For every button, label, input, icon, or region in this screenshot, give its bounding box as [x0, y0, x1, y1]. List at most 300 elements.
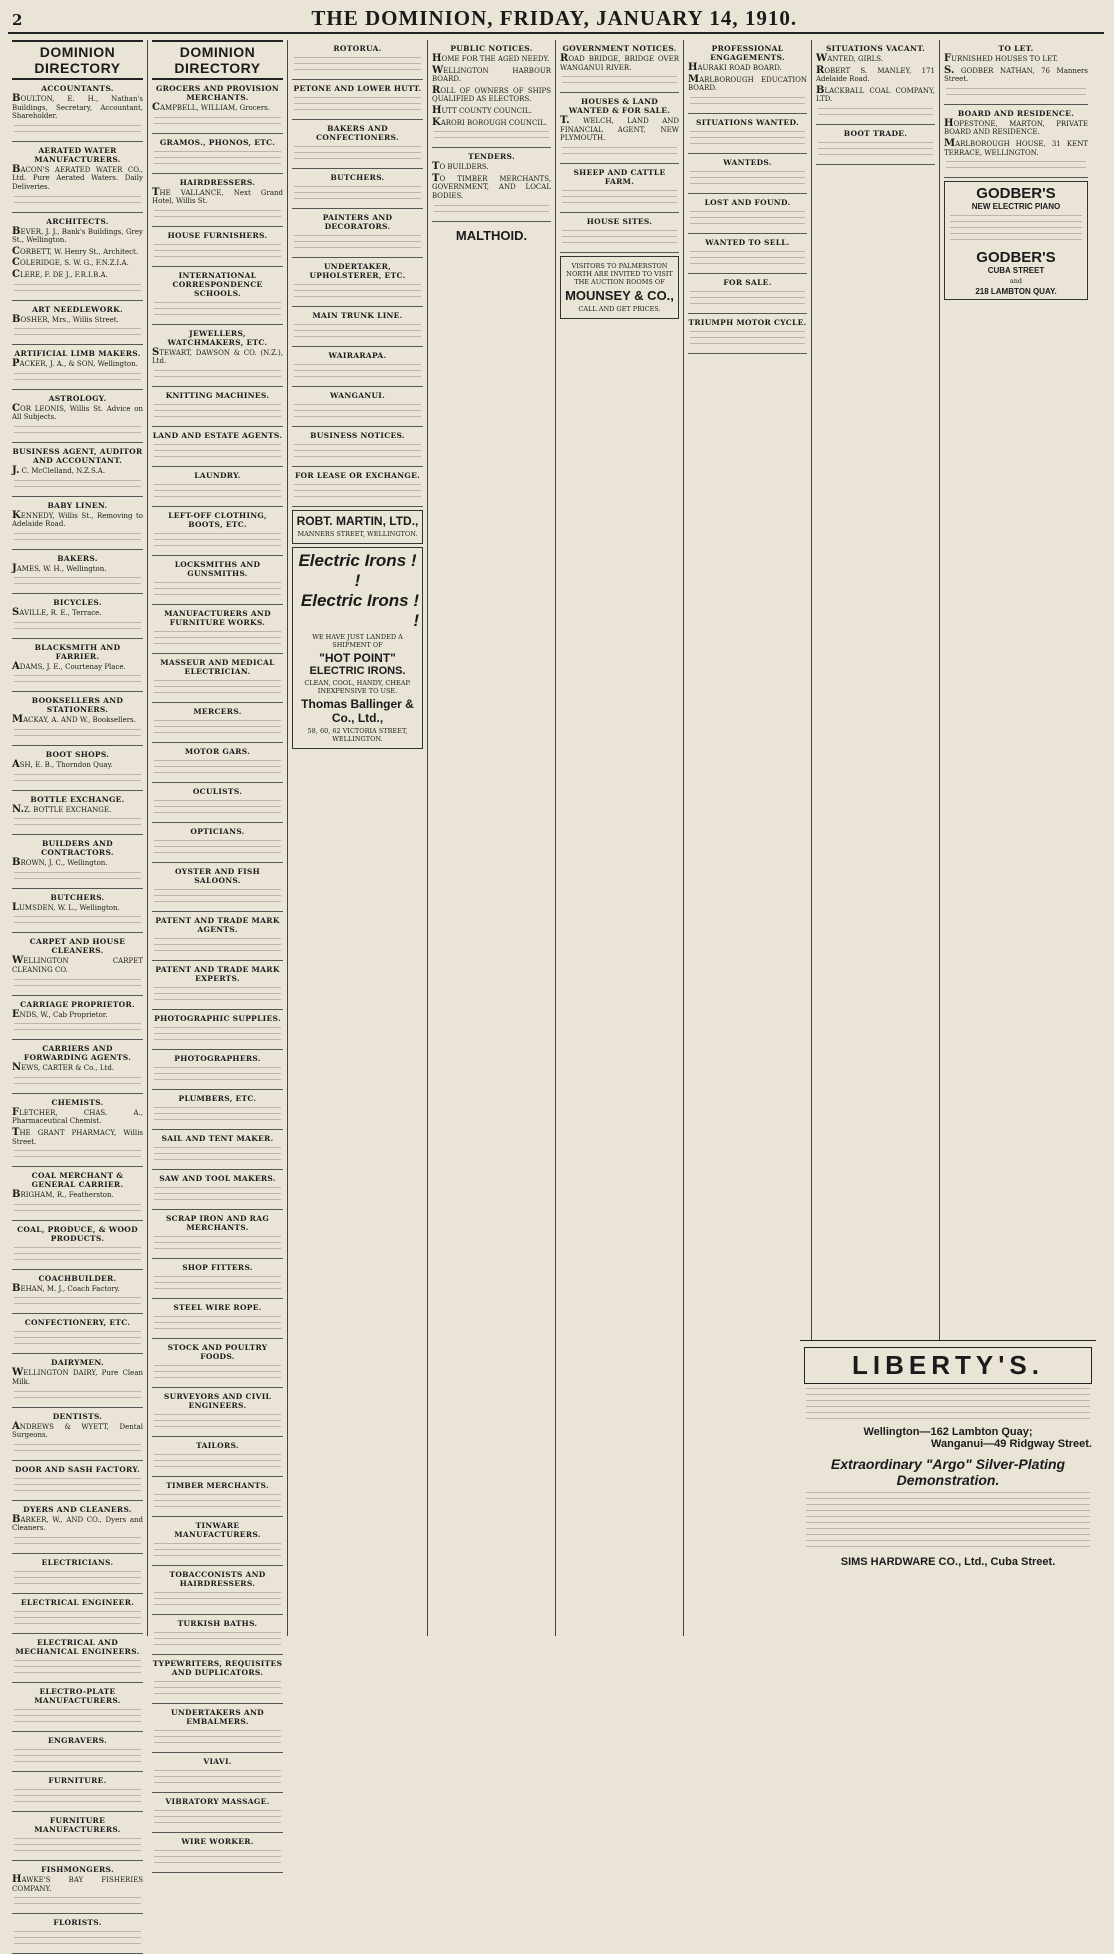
section-header: COAL, PRODUCE, & WOOD PRODUCTS. — [17, 1224, 138, 1243]
section-rule — [152, 173, 283, 174]
section-header: WANTED TO SELL. — [705, 237, 790, 247]
section-rule — [152, 742, 283, 743]
entry-text — [14, 1931, 141, 1949]
section-rule — [152, 1338, 283, 1339]
section-rule — [152, 1436, 283, 1437]
entry-text — [14, 1749, 141, 1767]
entry-text — [14, 818, 141, 830]
section-header: DENTISTS. — [52, 1411, 103, 1421]
section-header: TENDERS. — [468, 152, 515, 162]
section-header: ASTROLOGY. — [48, 393, 107, 403]
liberty-text — [806, 1388, 1090, 1422]
section-rule — [292, 346, 423, 347]
directory-entry: WELLINGTON CARPET CLEANING CO. — [12, 955, 143, 975]
entry-text — [14, 533, 141, 545]
section-header: PATENT AND TRADE MARK AGENTS. — [155, 915, 280, 934]
section-header: SURVEYORS AND CIVIL ENGINEERS. — [163, 1391, 272, 1410]
section-header: BLACKSMITH AND FARRIER. — [34, 642, 121, 661]
professional-list — [688, 44, 807, 354]
section-header: ELECTRO-PLATE MANUFACTURERS. — [34, 1686, 121, 1705]
section-rule — [560, 163, 679, 164]
entry-text — [154, 889, 281, 907]
section-header: STOCK AND POULTRY FOODS. — [167, 1342, 268, 1361]
mounsey-intro: VISITORS TO PALMERSTON NORTH ARE INVITED TO VISIT THE AUCTION ROOMS OF — [566, 261, 673, 286]
directory-list — [12, 84, 143, 1954]
section-rule — [12, 932, 143, 933]
directory-entry: HAWKE'S BAY FISHERIES COMPANY. — [12, 1873, 143, 1893]
section-rule — [152, 702, 283, 703]
entry-text — [14, 675, 141, 687]
column-business — [288, 40, 428, 1636]
section-rule — [292, 79, 423, 80]
entry-text — [294, 97, 421, 115]
entry-text — [14, 577, 141, 589]
notices-list — [432, 44, 551, 222]
section-header: LEFT-OFF CLOTHING, BOOTS, ETC. — [168, 510, 267, 529]
newspaper-title: THE DOMINION, FRIDAY, JANUARY 14, 1910. — [311, 6, 798, 30]
section-rule — [152, 506, 283, 507]
entry-text — [690, 97, 805, 109]
section-rule — [432, 147, 551, 148]
section-header: MANUFACTURERS AND FURNITURE WORKS. — [164, 608, 271, 627]
irons-subtitle: ELECTRIC IRONS. — [309, 665, 406, 677]
directory-entry: NEWS, CARTER & Co., Ltd. — [12, 1062, 115, 1074]
section-header: ELECTRICAL ENGINEER. — [20, 1597, 135, 1607]
section-rule — [152, 1129, 283, 1130]
section-header: HOUSES & LAND WANTED & FOR SALE. — [568, 97, 671, 116]
section-rule — [152, 960, 283, 961]
section-header: PATENT AND TRADE MARK EXPERTS. — [155, 964, 280, 983]
directory-entry: WELLINGTON DAIRY, Pure Clean Milk. — [12, 1367, 143, 1386]
entry-text — [14, 774, 141, 786]
entry-text — [14, 1023, 141, 1035]
section-header: TIMBER MERCHANTS. — [166, 1480, 269, 1490]
entry-text — [154, 720, 281, 738]
entry-text — [14, 1838, 141, 1856]
section-rule — [12, 1771, 143, 1772]
section-header: LOST AND FOUND. — [704, 197, 791, 207]
directory-entry: WELLINGTON HARBOUR BOARD. — [432, 64, 551, 84]
section-rule — [292, 386, 423, 387]
godber-text — [950, 215, 1082, 245]
section-rule — [816, 124, 935, 125]
section-rule — [292, 257, 423, 258]
section-header: STEEL WIRE ROPE. — [173, 1302, 262, 1312]
entry-text — [154, 1454, 281, 1472]
directory-entry: TO BUILDERS. — [432, 161, 489, 173]
section-header: KNITTING MACHINES. — [165, 390, 270, 400]
section-rule — [12, 1166, 143, 1167]
section-rule — [688, 193, 807, 194]
section-rule — [12, 1553, 143, 1554]
irons-address: 58, 60, 62 VICTORIA STREET, WELLINGTON. — [307, 727, 408, 743]
directory-entry: BEVER, J. J., Bank's Buildings, Grey St., Wellington. — [12, 225, 143, 245]
section-rule — [292, 466, 423, 467]
section-header: ELECTRICIANS. — [41, 1557, 114, 1567]
entry-text — [14, 1897, 141, 1909]
entry-text — [562, 230, 677, 248]
directory-entry: SAVILLE, R. E., Terrace. — [12, 607, 102, 619]
directory-entry: S. GODBER NATHAN, 76 Manners Street. — [944, 64, 1088, 84]
entry-text — [14, 1247, 141, 1265]
entry-text — [154, 800, 281, 818]
section-header: DOOR AND SASH FACTORY. — [15, 1464, 140, 1474]
directory-entry: FURNISHED HOUSES TO LET. — [944, 53, 1058, 64]
section-header: MOTOR GARS. — [184, 746, 251, 756]
section-rule — [292, 426, 423, 427]
liberty-wellington: Wellington—162 Lambton Quay; — [863, 1426, 1033, 1438]
section-rule — [12, 1500, 143, 1501]
section-header: COACHBUILDER. — [38, 1273, 117, 1283]
entry-text — [14, 196, 141, 208]
entry-text — [14, 1150, 141, 1162]
column-directory-2 — [148, 40, 288, 1846]
section-header: SHOP FITTERS. — [182, 1262, 253, 1272]
entry-text — [154, 840, 281, 858]
section-header: BOTTLE EXCHANGE. — [30, 794, 125, 804]
irons-tagline: CLEAN, COOL, HANDY, CHEAP. INEXPENSIVE TO USE. — [304, 679, 411, 695]
section-rule — [12, 1913, 143, 1914]
section-rule — [152, 653, 283, 654]
godber-piano: NEW ELECTRIC PIANO — [971, 202, 1061, 212]
mounsey-call: CALL AND GET PRICES. — [578, 304, 661, 313]
section-rule — [688, 153, 807, 154]
section-rule — [152, 426, 283, 427]
section-rule — [12, 212, 143, 213]
to-let-list — [944, 44, 1088, 178]
section-rule — [12, 790, 143, 791]
section-rule — [152, 266, 283, 267]
section-rule — [12, 389, 143, 390]
section-rule — [152, 226, 283, 227]
directory-entry: JAMES, W. H., Wellington. — [12, 562, 107, 574]
section-header: TOBACCONISTS AND HAIRDRESSERS. — [169, 1569, 266, 1588]
entry-text — [154, 1681, 281, 1699]
section-header: HOUSE SITES. — [586, 216, 653, 226]
section-rule — [152, 604, 283, 605]
section-header: TINWARE MANUFACTURERS. — [174, 1520, 261, 1539]
entry-text — [14, 1391, 141, 1403]
directory-entry: STEWART, DAWSON & CO. (N.Z.), Ltd. — [152, 346, 283, 366]
irons-product: "HOT POINT" — [319, 651, 396, 665]
section-header: INTERNATIONAL CORRESPONDENCE SCHOOLS. — [172, 270, 263, 298]
directory-entry: J. C. McClelland, N.Z.S.A. — [12, 464, 106, 476]
section-header: WIRE WORKER. — [181, 1836, 254, 1846]
section-header: TYPEWRITERS, REQUISITES AND DUPLICATORS. — [152, 1658, 283, 1677]
section-header: GOVERNMENT NOTICES. — [562, 44, 677, 53]
godber-name: GODBER'S — [976, 185, 1056, 203]
directory-entry: LUMSDEN, W. L., Wellington. — [12, 901, 120, 913]
entry-text — [946, 88, 1086, 100]
section-rule — [152, 1516, 283, 1517]
directory-entry: BACON'S AERATED WATER CO., Ltd. Pure Aerated Waters. Daily Deliveries. — [12, 163, 143, 191]
entry-text — [294, 57, 421, 75]
entry-text — [154, 987, 281, 1005]
godber-advert — [944, 181, 1088, 300]
section-header: TRIUMPH MOTOR CYCLE. — [688, 317, 807, 327]
malthoid-advert: MALTHOID. — [455, 227, 528, 243]
section-header: SAIL AND TENT MAKER. — [161, 1133, 274, 1143]
entry-text — [14, 1331, 141, 1349]
section-header: BAKERS AND CONFECTIONERS. — [316, 124, 399, 142]
argo-headline: Extraordinary "Argo" Silver-Plating — [830, 1456, 1066, 1472]
liberty-advert — [800, 1340, 1096, 1636]
section-rule — [152, 555, 283, 556]
section-header: PUBLIC NOTICES. — [450, 44, 533, 53]
directory-entry: N.Z. BOTTLE EXCHANGE. — [12, 803, 112, 815]
section-rule — [12, 1220, 143, 1221]
section-header: GRAMOS., PHONOS, ETC. — [159, 137, 276, 147]
entry-text — [434, 131, 549, 143]
section-rule — [12, 1407, 143, 1408]
entry-text — [154, 210, 281, 222]
section-header: BUTCHERS. — [50, 892, 105, 902]
page-number: 2 — [12, 11, 23, 29]
section-header: BOOT TRADE. — [843, 128, 908, 138]
entry-text — [294, 444, 421, 462]
directory-entry: BEHAN, M. J., Coach Factory. — [12, 1282, 120, 1294]
entry-text — [154, 444, 281, 462]
section-rule — [12, 834, 143, 835]
section-rule — [12, 549, 143, 550]
section-header: CONFECTIONERY, ETC. — [24, 1318, 131, 1328]
section-rule — [152, 324, 283, 325]
section-rule — [12, 344, 143, 345]
entry-text — [562, 190, 677, 208]
entry-text — [154, 1147, 281, 1165]
section-rule — [12, 442, 143, 443]
section-rule — [152, 782, 283, 783]
entry-text — [690, 211, 805, 229]
mounsey-advert — [560, 256, 679, 319]
section-header: LAND AND ESTATE AGENTS. — [152, 430, 283, 440]
section-rule — [152, 1049, 283, 1050]
directory-entry: CORBETT, W. Henry St., Architect. — [12, 245, 139, 257]
entry-text — [154, 151, 281, 169]
section-header: COAL MERCHANT & GENERAL CARRIER. — [31, 1171, 124, 1190]
column-government-notices — [556, 40, 684, 1636]
entry-text — [154, 117, 281, 129]
directory-entry: HUTT COUNTY COUNCIL. — [432, 104, 532, 116]
section-header: ARCHITECTS. — [46, 216, 109, 226]
entry-text — [294, 235, 421, 253]
entry-text — [690, 251, 805, 269]
directory-entry: BRIGHAM, R., Featherston. — [12, 1189, 114, 1201]
section-rule — [944, 177, 1088, 178]
business-list — [292, 44, 423, 507]
section-rule — [12, 1460, 143, 1461]
entry-text — [154, 1543, 281, 1561]
entry-text — [154, 1592, 281, 1610]
section-rule — [152, 911, 283, 912]
entry-text — [14, 872, 141, 884]
entry-text — [154, 1107, 281, 1125]
entry-text — [14, 373, 141, 385]
section-rule — [12, 496, 143, 497]
entry-text — [154, 302, 281, 320]
entry-text — [562, 147, 677, 159]
section-header: WANGANUI. — [329, 391, 386, 400]
entry-text — [154, 938, 281, 956]
section-rule — [12, 995, 143, 996]
section-header: SAW AND TOOL MAKERS. — [159, 1173, 276, 1183]
entry-text — [154, 1236, 281, 1254]
section-header: SITUATIONS WANTED. — [696, 117, 799, 127]
entry-text — [690, 291, 805, 309]
section-rule — [12, 1593, 143, 1594]
section-header: PAINTERS AND DECORATORS. — [322, 213, 393, 231]
section-rule — [152, 1752, 283, 1753]
argo-text — [806, 1492, 1090, 1552]
section-header: UNDERTAKER, UPHOLSTERER, ETC. — [309, 262, 406, 280]
entry-text — [434, 205, 549, 217]
directory-entry: ANDREWS & WYETT, Dental Surgeons. — [12, 1420, 143, 1440]
directory-title: DOMINION DIRECTORY — [152, 40, 283, 80]
section-header: FURNITURE MANUFACTURERS. — [34, 1815, 121, 1834]
section-header: SHEEP AND CATTLE FARM. — [573, 167, 666, 186]
section-header: BOOT SHOPS. — [45, 750, 110, 760]
section-rule — [152, 1476, 283, 1477]
entry-text — [154, 1276, 281, 1294]
section-rule — [944, 104, 1088, 105]
section-rule — [152, 1565, 283, 1566]
section-header: BUSINESS NOTICES. — [310, 431, 405, 440]
section-header: MASSEUR AND MEDICAL ELECTRICIAN. — [160, 657, 275, 676]
directory-entry: ASH, E. B., Thorndon Quay. — [12, 759, 113, 771]
entry-text — [14, 979, 141, 991]
section-header: OYSTER AND FISH SALOONS. — [174, 866, 261, 885]
section-rule — [12, 1039, 143, 1040]
entry-text — [14, 1297, 141, 1309]
section-header: BUTCHERS. — [330, 173, 385, 182]
entry-text — [14, 916, 141, 928]
section-rule — [152, 1009, 283, 1010]
section-header: CHEMISTS. — [51, 1097, 104, 1107]
section-header: AERATED WATER MANUFACTURERS. — [34, 145, 121, 164]
section-header: BABY LINEN. — [47, 500, 108, 510]
section-header: BICYCLES. — [53, 598, 102, 608]
section-rule — [292, 306, 423, 307]
section-header: FISHMONGERS. — [41, 1864, 114, 1874]
section-rule — [688, 273, 807, 274]
entry-text — [154, 1067, 281, 1085]
section-rule — [560, 252, 679, 253]
section-header: BUILDERS AND CONTRACTORS. — [41, 839, 114, 858]
section-rule — [152, 1832, 283, 1833]
directory-entry: T. WELCH, LAND AND FINANCIAL AGENT, NEW PLYMOUTH. — [560, 115, 679, 143]
section-rule — [12, 300, 143, 301]
directory-title: DOMINION DIRECTORY — [12, 40, 143, 80]
section-header: BUSINESS AGENT, AUDITOR AND ACCOUNTANT. — [12, 446, 143, 465]
entry-text — [294, 364, 421, 382]
directory-entry: CAMPBELL, WILLIAM, Grocers. — [152, 102, 270, 113]
entry-text — [294, 284, 421, 302]
directory-entry: BOULTON, E. H., Nathan's Buildings, Secretary, Accountant, Shareholder. — [12, 93, 143, 121]
directory-entry: ENDS, W., Cab Proprietor. — [12, 1008, 108, 1020]
section-rule — [152, 1614, 283, 1615]
directory-entry: MARLBOROUGH HOUSE, 31 KENT TERRACE, WELLINGTON. — [944, 137, 1088, 157]
section-rule — [292, 168, 423, 169]
entry-text — [154, 244, 281, 262]
section-rule — [152, 1703, 283, 1704]
section-rule — [12, 141, 143, 142]
column-directory-1 — [8, 40, 148, 1928]
section-rule — [152, 386, 283, 387]
directory-entry: MACKAY, A. AND W., Booksellers. — [12, 714, 136, 726]
directory-entry: BARKER, W., AND CO., Dyers and Cleaners. — [12, 1513, 143, 1533]
section-header: UNDERTAKERS AND EMBALMERS. — [171, 1707, 264, 1726]
directory-entry: THE VALLANCE, Next Grand Hotel, Willis St. — [152, 186, 283, 206]
entry-text — [690, 131, 805, 149]
entry-text — [154, 370, 281, 382]
section-rule — [12, 691, 143, 692]
section-rule — [816, 164, 935, 165]
entry-text — [154, 1770, 281, 1788]
irons-intro: WE HAVE JUST LANDED A SHIPMENT OF — [312, 633, 403, 649]
section-header: BOARD AND RESIDENCE. — [957, 108, 1075, 118]
directory-entry: COR LEONIS, Willis St. Advice on All Subjects. — [12, 402, 143, 422]
section-header: ARTIFICIAL LIMB MAKERS. — [14, 349, 141, 359]
entry-text — [562, 76, 677, 88]
entry-text — [14, 1478, 141, 1496]
entry-text — [154, 760, 281, 778]
directory-entry: WANTED, GIRLS. — [816, 53, 884, 64]
directory-entry: BROWN, J. C., Wellington. — [12, 857, 108, 869]
entry-text — [154, 1414, 281, 1432]
argo-subheadline: Demonstration. — [896, 1472, 1000, 1488]
section-rule — [12, 638, 143, 639]
godber-and: and — [1009, 277, 1023, 286]
irons-headline-2: Electric Irons ! ! — [300, 591, 419, 630]
entry-text — [14, 1077, 141, 1089]
directory-entry: THE GRANT PHARMACY, Willis Street. — [12, 1127, 143, 1146]
entry-text — [14, 1571, 141, 1589]
section-header: PHOTOGRAPHERS. — [174, 1053, 261, 1063]
entry-text — [154, 1494, 281, 1512]
entry-text — [14, 426, 141, 438]
liberty-name: LIBERTY'S. — [804, 1347, 1092, 1384]
entry-text — [154, 533, 281, 551]
directory-entry: HAURAKI ROAD BOARD. — [688, 62, 782, 73]
liberty-wanganui: Wanganui—49 Ridgway Street. — [931, 1438, 1092, 1450]
section-rule — [688, 313, 807, 314]
directory-entry: HOPESTONE, MARTON, PRIVATE BOARD AND RESIDENCE. — [944, 117, 1088, 137]
entry-text — [154, 1365, 281, 1383]
entry-text — [14, 1789, 141, 1807]
directory-entry: ROBERT S. MANLEY, 171 Adelaide Road. — [816, 64, 935, 84]
section-header: ENGRAVERS. — [47, 1735, 107, 1745]
entry-text — [14, 480, 141, 492]
section-header: MERCERS. — [193, 706, 242, 716]
section-header: DYERS AND CLEANERS. — [23, 1504, 132, 1514]
section-rule — [12, 1682, 143, 1683]
directory-entry: KENNEDY, Willis St., Removing to Adelaide Road. — [12, 509, 143, 529]
section-rule — [688, 233, 807, 234]
entry-text — [14, 125, 141, 137]
directory-entry: COLERIDGE, S. W. G., F.N.Z.I.A. — [12, 257, 129, 269]
entry-text — [154, 1730, 281, 1748]
entry-text — [14, 1660, 141, 1678]
entry-text — [154, 1316, 281, 1334]
section-header: PLUMBERS, ETC. — [178, 1093, 257, 1103]
column-public-notices — [428, 40, 556, 1636]
section-header: ROTORUA. — [333, 44, 382, 53]
entry-text — [14, 1204, 141, 1216]
section-rule — [152, 1654, 283, 1655]
entry-text — [154, 1850, 281, 1868]
masthead — [8, 6, 1104, 34]
directory-entry: MARLBOROUGH EDUCATION BOARD. — [688, 73, 807, 93]
